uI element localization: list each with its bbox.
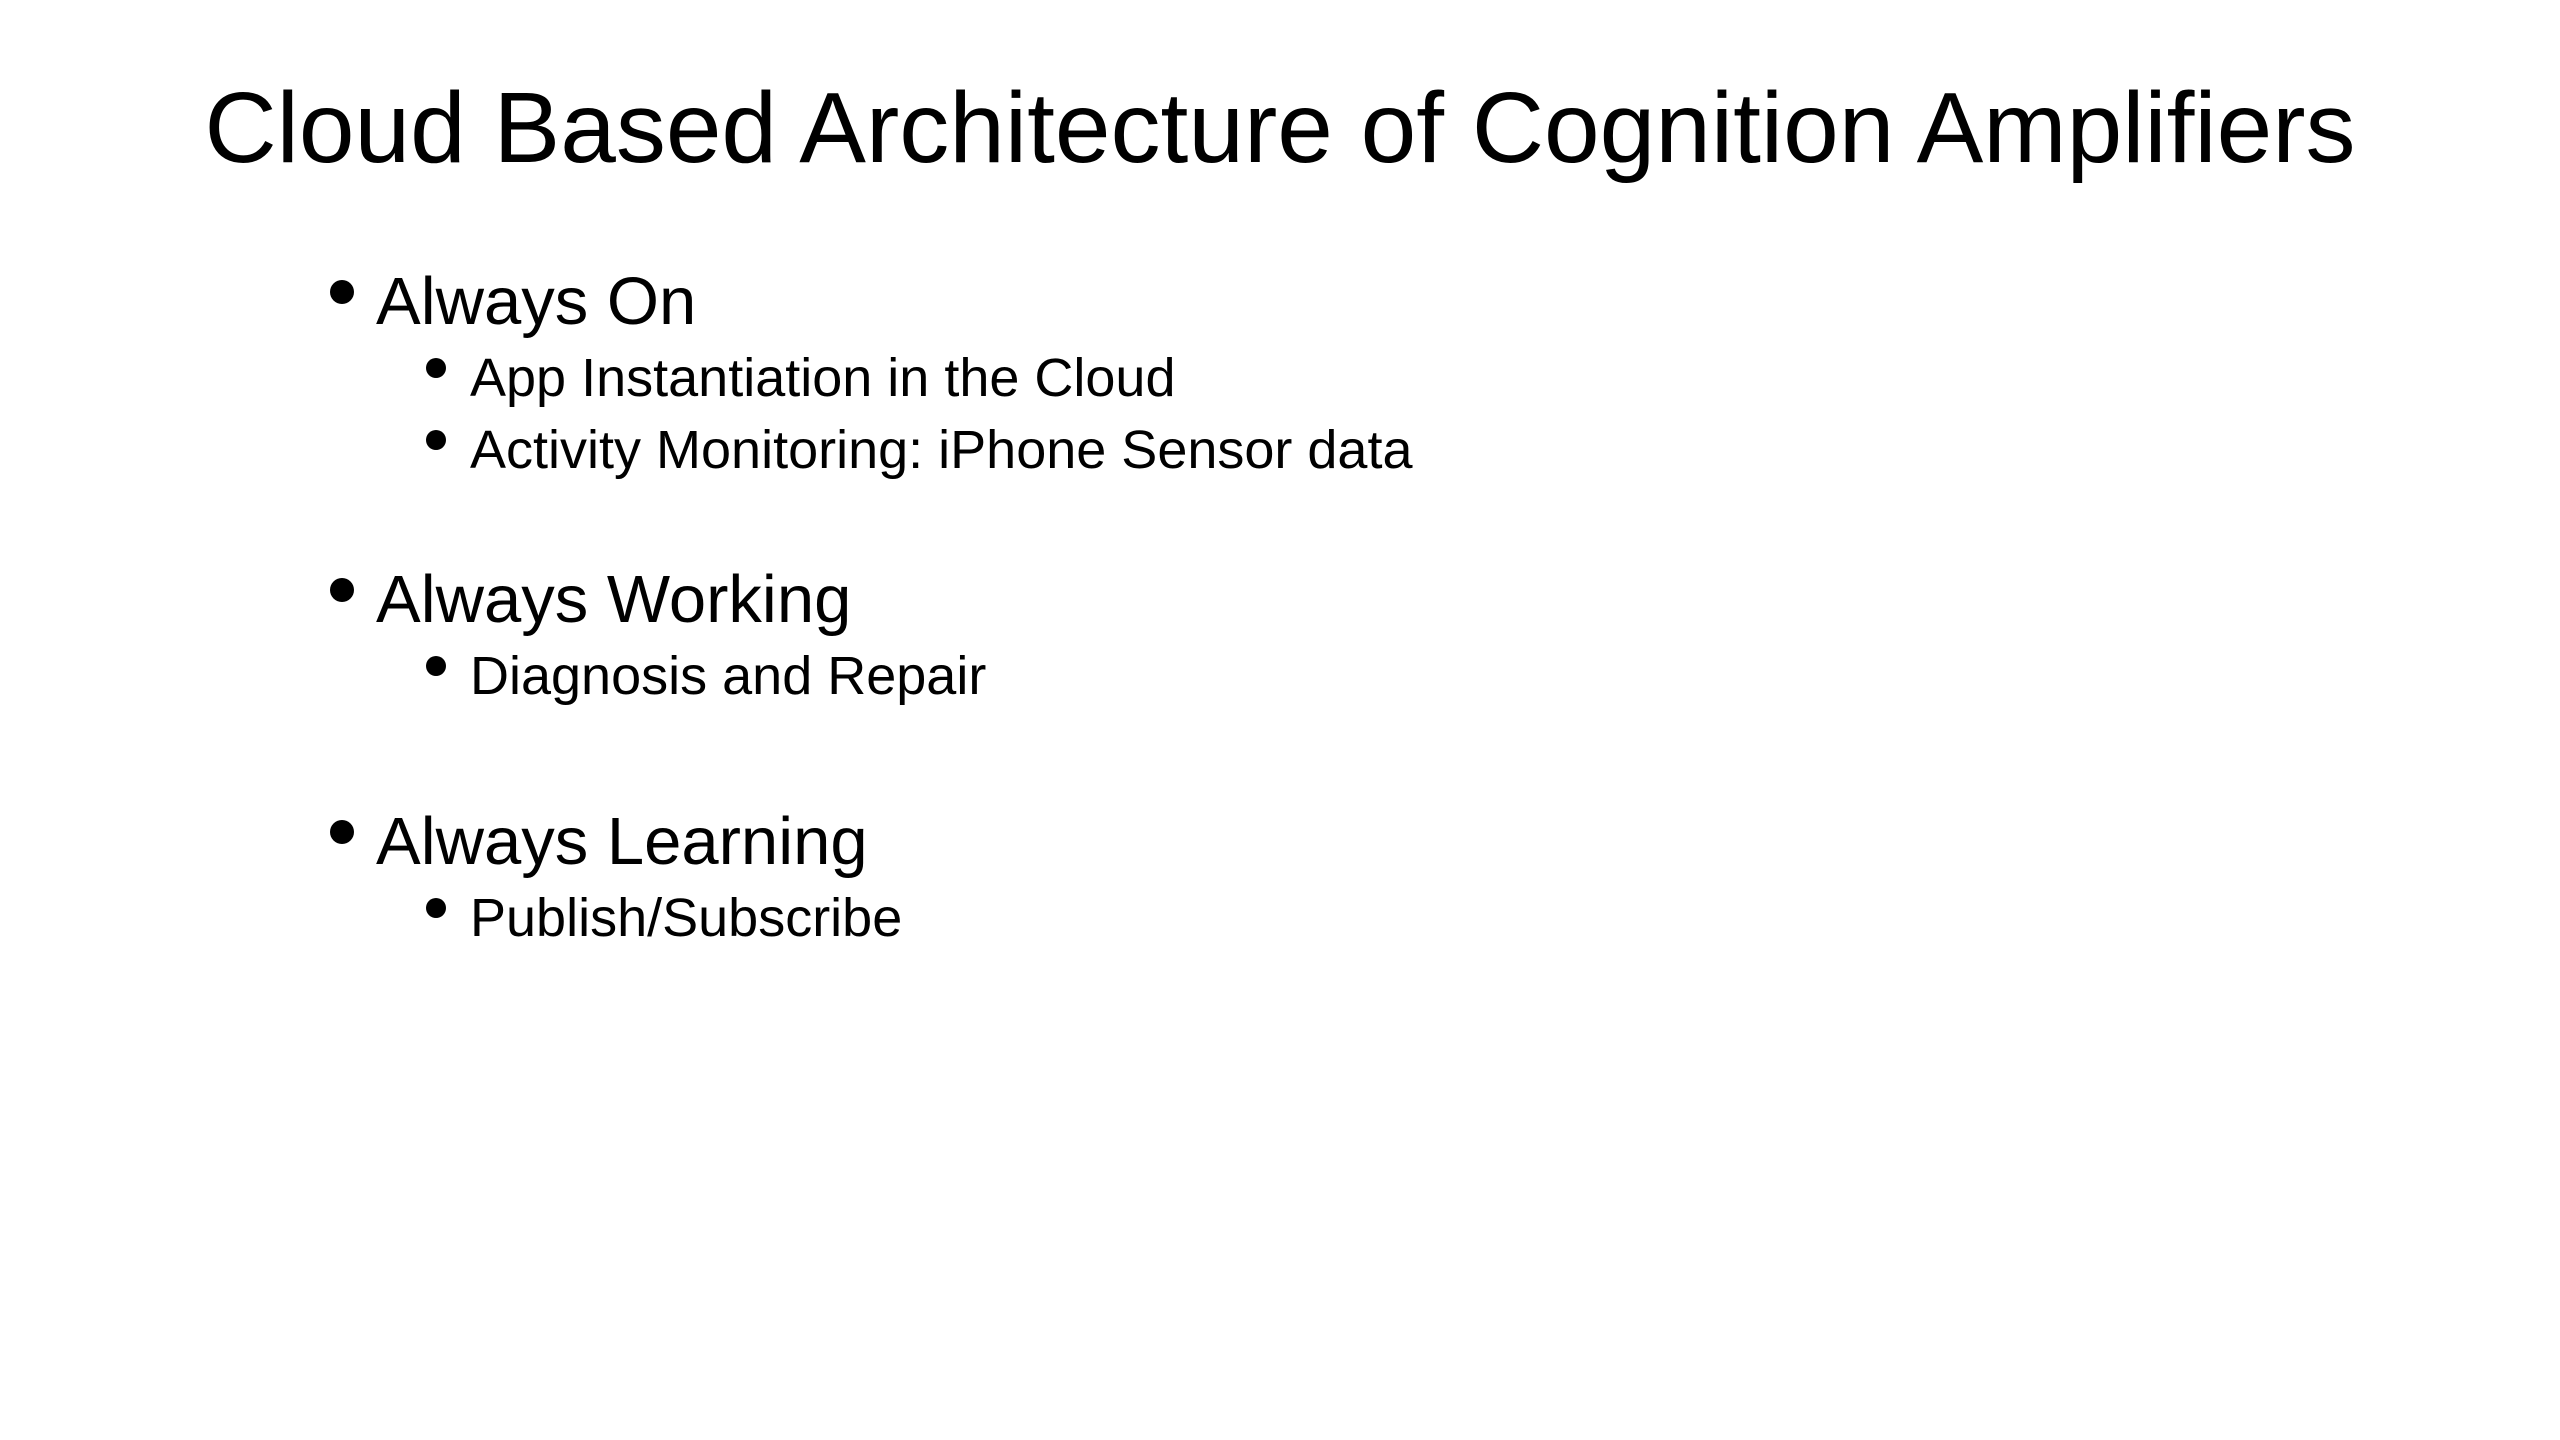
bullet-group-always-working — [330, 560, 2230, 712]
bullet-heading — [330, 560, 2230, 640]
sub-bullet-dot-icon — [426, 656, 446, 676]
sub-bullet — [426, 882, 2230, 954]
sub-bullet-text: Diagnosis and Repair — [470, 646, 987, 706]
sub-bullet-text: Activity Monitoring: iPhone Sensor data — [470, 420, 1413, 480]
sub-bullet — [426, 342, 2230, 414]
bullet-heading — [330, 262, 2230, 342]
bullet-heading-text: Always Working — [376, 562, 852, 637]
bullet-heading — [330, 802, 2230, 882]
bullet-group-always-on — [330, 262, 2230, 486]
sub-bullet-dot-icon — [426, 430, 446, 450]
bullet-heading-text: Always On — [376, 264, 697, 339]
bullet-dot-icon — [330, 280, 354, 304]
sub-bullet-dot-icon — [426, 358, 446, 378]
bullet-dot-icon — [330, 820, 354, 844]
sub-bullet — [426, 414, 2230, 486]
bullet-group-always-learning — [330, 802, 2230, 954]
slide-title: Cloud Based Architecture of Cognition Amplifiers — [204, 72, 2356, 184]
sub-bullet-text: Publish/Subscribe — [470, 888, 903, 948]
sub-bullet — [426, 640, 2230, 712]
sub-bullet-dot-icon — [426, 898, 446, 918]
sub-bullet-text: App Instantiation in the Cloud — [470, 348, 1176, 408]
bullet-heading-text: Always Learning — [376, 804, 868, 879]
bullet-dot-icon — [330, 578, 354, 602]
